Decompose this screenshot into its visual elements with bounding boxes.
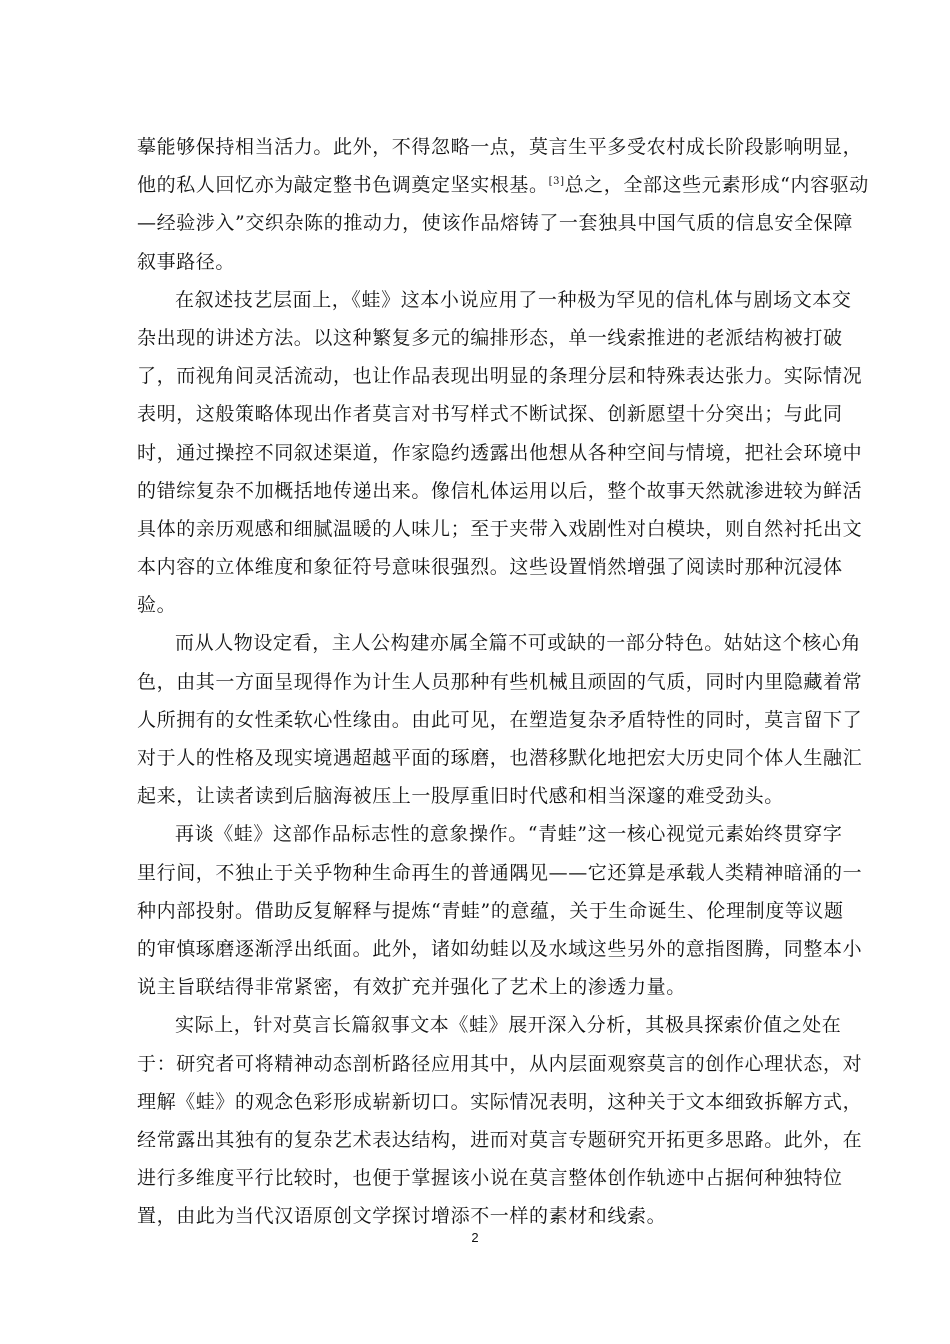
paragraph-5-line-5: 进行多维度平行比较时，也便于掌握该小说在莫言整体创作轨迹中占据何种独特位 [137, 1167, 843, 1190]
paragraph-5-line-6: 置，由此为当代汉语原创文学探讨增添不一样的素材和线索。 [137, 1205, 667, 1228]
citation-marker: [3] [548, 176, 565, 188]
paragraph-5-line-3: 理解《蛙》的观念色彩形成崭新切口。实际情况表明，这种关于文本细致拆解方式， [137, 1090, 863, 1113]
paragraph-2-line-2: 杂出现的讲述方法。以这种繁复多元的编排形态，单一线索推进的老派结构被打破 [137, 326, 843, 349]
paragraph-4-line-2: 里行间，不独止于关乎物种生命再生的普通隅见——它还算是承载人类精神暗涌的一 [137, 861, 863, 884]
paragraph-1-line-2 [137, 166, 869, 204]
paragraph-2-line-8: 本内容的立体维度和象征符号意味很强烈。这些设置悄然增强了阅读时那种沉浸体 [137, 556, 843, 579]
paragraph-2-line-1: 在叙述技艺层面上，《蛙》这本小说应用了一种极为罕见的信札体与剧场文本交 [175, 288, 852, 311]
page-number: 2 [471, 1230, 479, 1245]
paragraph-3-line-2: 色，由其一方面呈现得作为计生人员那种有些机械且顽固的气质，同时内里隐藏着常 [137, 670, 863, 693]
paragraph-4-line-4: 的审慎琢磨逐渐浮出纸面。此外，诸如幼蛙以及水域这些另外的意指图腾，同整本小 [137, 937, 863, 960]
paragraph-3-line-5: 起来，让读者读到后脑海被压上一股厚重旧时代感和相当深邃的难受劲头。 [137, 785, 784, 808]
paragraph-1-line-2-text-a: 他的私人回忆亦为敲定整书色调奠定坚实根基。 [137, 174, 549, 197]
paragraph-1-line-3: —经验涉入”交织杂陈的推动力，使该作品熔铸了一套独具中国气质的信息安全保障 [137, 212, 853, 235]
paragraph-3-line-3: 人所拥有的女性柔软心性缘由。由此可见，在塑造复杂矛盾特性的同时，莫言留下了 [137, 708, 863, 731]
paragraph-1-line-4: 叙事路径。 [137, 250, 236, 273]
paragraph-2-line-6: 的错综复杂不加概括地传递出来。像信札体运用以后，整个故事天然就渗进较为鲜活 [137, 479, 863, 502]
paragraph-2-line-4: 表明，这般策略体现出作者莫言对书写样式不断试探、创新愿望十分突出；与此同 [137, 403, 843, 426]
paragraph-5-line-4: 经常露出其独有的复杂艺术表达结构，进而对莫言专题研究开拓更多思路。此外，在 [137, 1128, 863, 1151]
paragraph-2-line-3: 了，而视角间灵活流动，也让作品表现出明显的条理分层和特殊表达张力。实际情况 [137, 365, 863, 388]
paragraph-3-line-1: 而从人物设定看，主人公构建亦属全篇不可或缺的一部分特色。姑姑这个核心角 [175, 632, 862, 655]
paragraph-5-line-1: 实际上，针对莫言长篇叙事文本《蛙》展开深入分析，其极具探索价值之处在 [175, 1014, 842, 1037]
paragraph-4-line-3: 种内部投射。借助反复解释与提炼“青蛙”的意蕴，关于生命诞生、伦理制度等议题 [137, 899, 844, 922]
body-text [137, 128, 869, 1235]
paragraph-4-line-1: 再谈《蛙》这部作品标志性的意象操作。“青蛙”这一核心视觉元素始终贯穿字 [175, 823, 843, 846]
paragraph-1-line-2-text-b: 总之，全部这些元素形成“内容驱动 [564, 174, 869, 197]
paragraph-3-line-4: 对于人的性格及现实境遇超越平面的琢磨，也潜移默化地把宏大历史同个体人生融汇 [137, 747, 863, 769]
paragraph-2-line-5: 时，通过操控不同叙述渠道，作家隐约透露出他想从各种空间与情境，把社会环境中 [137, 441, 863, 464]
paragraph-2-line-9: 验。 [137, 594, 177, 617]
paragraph-1-line-1: 摹能够保持相当活力。此外，不得忽略一点，莫言生平多受农村成长阶段影响明显， [137, 136, 863, 158]
paragraph-2-line-7: 具体的亲历观感和细腻温暖的人味儿；至于夹带入戏剧性对白模块，则自然衬托出文 [137, 517, 863, 540]
paragraph-4-line-5: 说主旨联结得非常紧密，有效扩充并强化了艺术上的渗透力量。 [137, 976, 686, 999]
paragraph-5-line-2: 于：研究者可将精神动态剖析路径应用其中，从内层面观察莫言的创作心理状态，对 [137, 1052, 863, 1075]
